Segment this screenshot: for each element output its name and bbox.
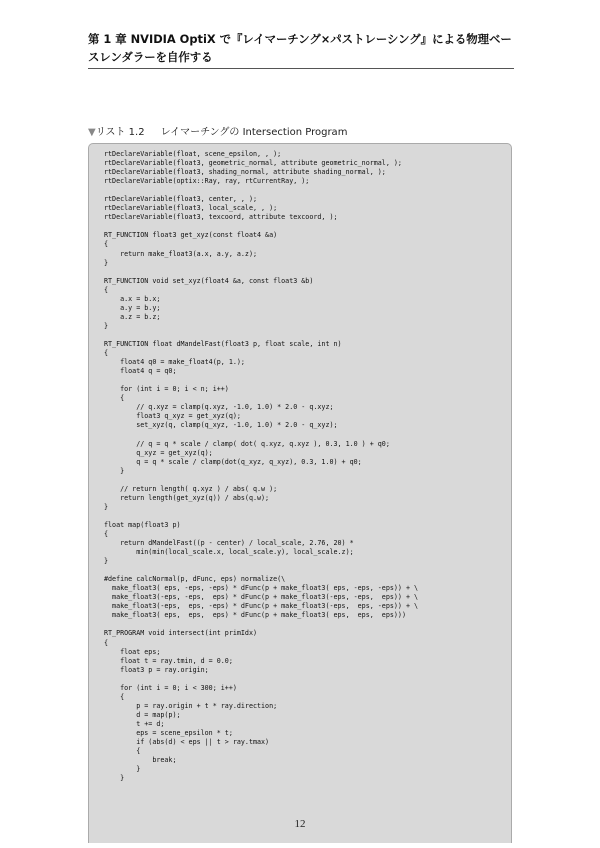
chapter-header-title: 第 1 章 NVIDIA OptiX で『レイマーチング×パストレーシング』による物理ベースレンダラーを自作する (88, 32, 512, 64)
code-listing-box (88, 143, 512, 843)
page-number: 12 (294, 818, 306, 830)
listing-caption (88, 123, 347, 138)
listing-title: レイマーチングの Intersection Program (160, 127, 348, 138)
code-block: rtDeclareVariable(float, scene_epsilon, , ); rtDeclareVariable(float3, geometric_normal, attribute geometric_normal, ); rtDeclareVariable(float3, shading_normal, attribute shading_normal, ); rtDeclareVariable(optix::Ray, ray, rtCurrentRay, ); rtDeclareVariable(float3, center, , ); rtDeclareVariable(float3, local_scale, , ); rtDeclareVariable(float3, texcoord, attribute texcoord, ); RT_FUNCTION float3 get_xyz(const float4 &a) { return make_float3(a.x, a.y, a.z); } RT_FUNCTION void set_xyz(float4 &a, const float3 &b) { a.x = b.x; a.y = b.y; a.z = b.z; } RT_FUNCTION float dMandelFast(float3 p, float scale, int n) { float4 q0 = make_float4(p, 1.); float4 q = q0; for (int i = 0; i < n; i++) { // q.xyz = clamp(q.xyz, -1.0, 1.0) * 2.0 - q.xyz; float3 q_xyz = get_xyz(q); set_xyz(q, clamp(q_xyz, -1.0, 1.0) * 2.0 - q_xyz); // q = q * scale / clamp( dot( q.xyz, q.xyz ), 0.3, 1.0 ) + q0; q_xyz = get_xyz(q); q = q * scale / clamp(dot(q_xyz, q_xyz), 0.3, 1.0) + q0; } // return length( q.xyz ) / abs( q.w ); return length(get_xyz(q)) / abs(q.w); } float map(float3 p) { return dMandelFast((p - center) / local_scale, 2.76, 20) * min(min(local_scale.x, local_scale.y), local_scale.z); } #define calcNormal(p, dFunc, eps) normalize(\ make_float3( eps, -eps, -eps) * dFunc(p + make_float3( eps, -eps, -eps)) + \ make_float3(-eps, -eps, eps) * dFunc(p + make_float3(-eps, -eps, eps)) + \ make_float3(-eps, eps, -eps) * dFunc(p + make_float3(-eps, eps, -eps)) + \ make_float3( eps, eps, eps) * dFunc(p + make_float3( eps, eps, eps))) RT_PROGRAM void intersect(int primIdx) { float eps; float t = ray.tmin, d = 0.0; float3 p = ray.origin; for (int i = 0; i < 300; i++) { p = ray.origin + t * ray.direction; d = map(p); t += d; eps = scene_epsilon * t; if (abs(d) < eps || t > ray.tmax) { break; } } (104, 150, 419, 783)
listing-label: リスト 1.2 (95, 127, 145, 138)
caption-triangle-icon: ▼ (88, 127, 96, 138)
header-rule (88, 68, 514, 69)
